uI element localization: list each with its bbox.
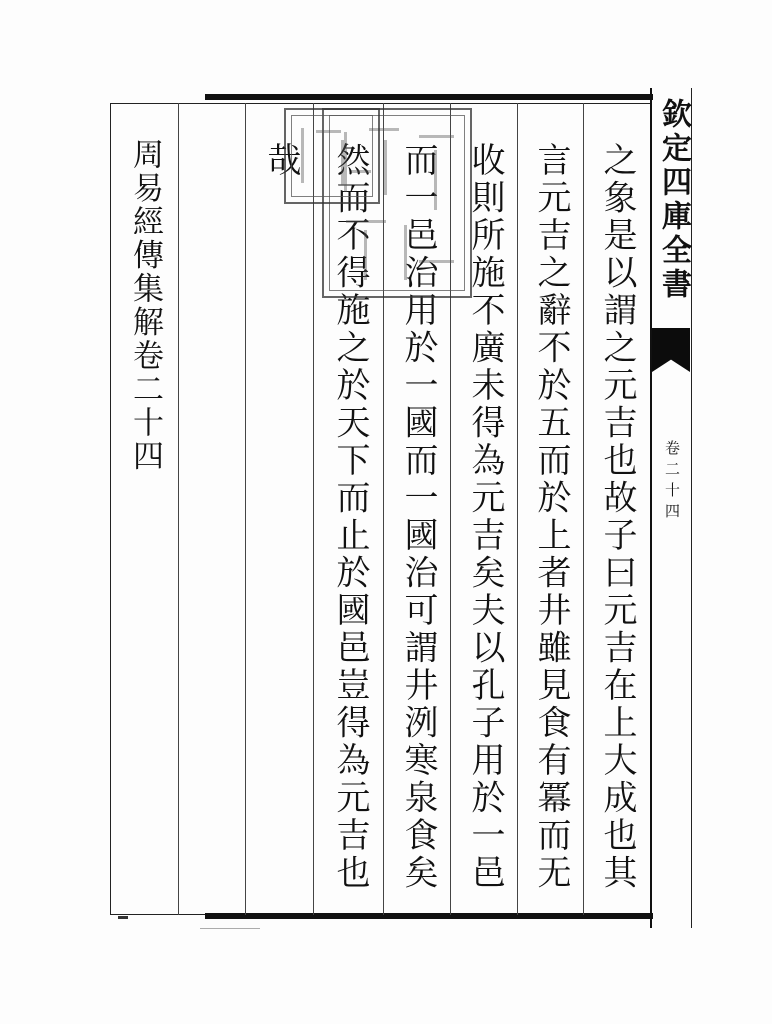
text-column-3: 收則所施不廣未得為元吉矣夫以孔子用於一邑 — [465, 142, 505, 892]
column-rule — [583, 103, 584, 915]
scan-artifact — [200, 928, 260, 929]
column-rule — [245, 103, 246, 915]
column-rule — [313, 103, 314, 915]
scan-artifact — [118, 916, 128, 919]
text-column-1: 之象是以謂之元吉也故子曰元吉在上大成也其 — [597, 142, 637, 892]
margin-juan-number: 卷二十四 — [663, 440, 681, 524]
text-column-6: 哉 — [261, 142, 301, 180]
seal-stamp — [284, 108, 380, 204]
text-column-2: 言元吉之辭不於五而於上者井雖見食有冪而无 — [531, 142, 571, 892]
top-border-bar — [205, 94, 653, 100]
text-column-5: 然而不得施之於天下而止於國邑豈得為元吉也 — [330, 142, 370, 892]
margin-series-title: 欽定四庫全書 — [656, 98, 691, 302]
column-rule — [178, 103, 179, 915]
juan-end-title: 周易經傳集解卷二十四 — [127, 138, 163, 473]
column-rule — [517, 103, 518, 915]
bottom-border-bar — [205, 913, 653, 919]
text-column-4: 而一邑治用於一國而一國治可謂井洌寒泉食矣 — [398, 142, 438, 892]
